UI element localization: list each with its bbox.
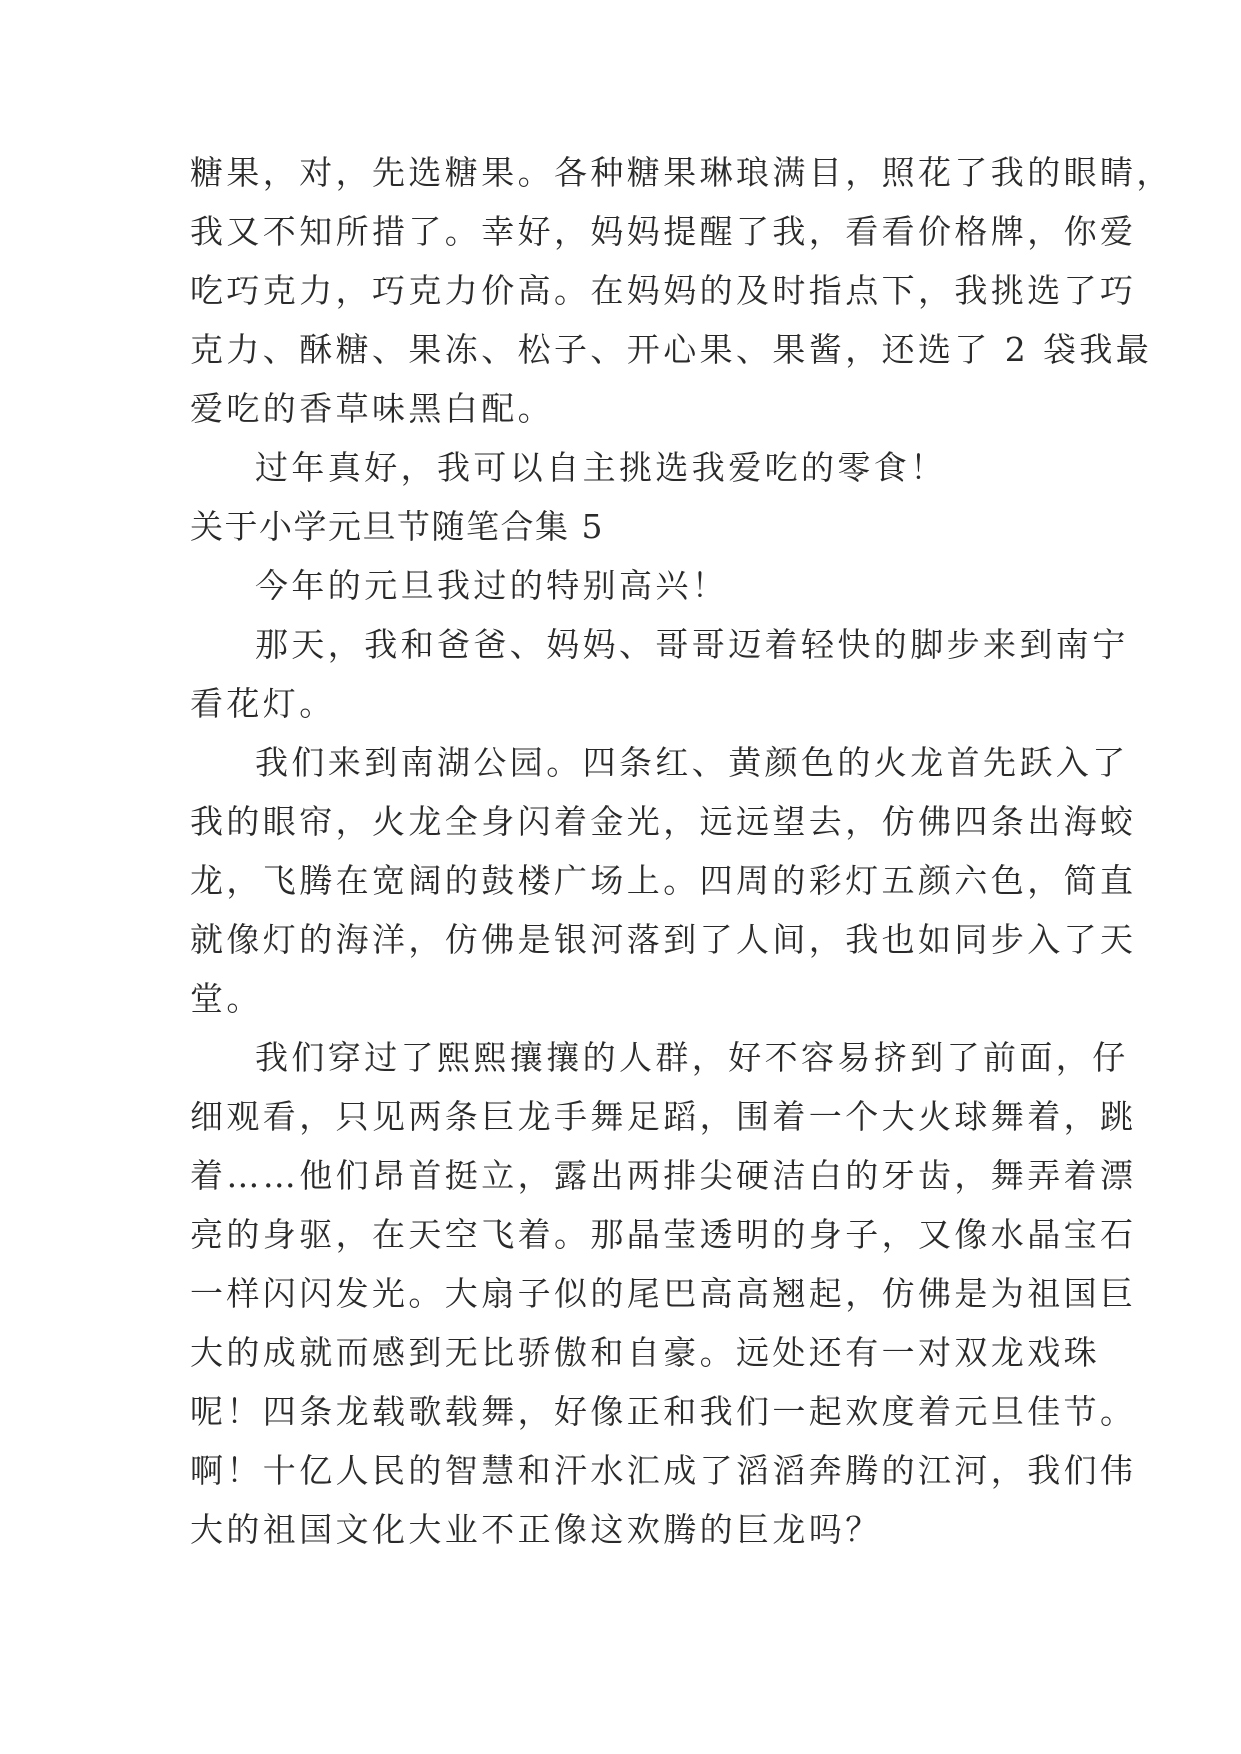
- text-line: 那天，我和爸爸、妈妈、哥哥迈着轻快的脚步来到南宁: [255, 625, 1129, 664]
- text-line: 爱吃的香草味黑白配。: [190, 389, 554, 428]
- text-line: 我又不知所措了。幸好，妈妈提醒了我，看看价格牌，你爱: [190, 212, 1137, 251]
- text-line: 大的成就而感到无比骄傲和自豪。远处还有一对双龙戏珠: [190, 1333, 1100, 1372]
- text-line: 大的祖国文化大业不正像这欢腾的巨龙吗？: [190, 1510, 882, 1549]
- text-line: 堂。: [190, 979, 263, 1018]
- text-line: 今年的元旦我过的特别高兴！: [255, 566, 729, 605]
- section-heading: 关于小学元旦节随笔合集 5: [190, 507, 604, 546]
- text-line: 着……他们昂首挺立，露出两排尖硬洁白的牙齿，舞弄着漂: [190, 1156, 1137, 1195]
- text-line: 吃巧克力，巧克力价高。在妈妈的及时指点下，我挑选了巧: [190, 271, 1137, 310]
- text-line: 糖果，对，先选糖果。各种糖果琳琅满目，照花了我的眼睛，: [190, 153, 1173, 192]
- text-line: 过年真好，我可以自主挑选我爱吃的零食！: [255, 448, 947, 487]
- text-line: 我们穿过了熙熙攘攘的人群，好不容易挤到了前面，仔: [255, 1038, 1129, 1077]
- text-line: 呢！四条龙载歌载舞，好像正和我们一起欢度着元旦佳节。: [190, 1392, 1137, 1431]
- text-line: 看花灯。: [190, 684, 336, 723]
- text-line: 细观看，只见两条巨龙手舞足蹈，围着一个大火球舞着，跳: [190, 1097, 1137, 1136]
- text-line: 啊！十亿人民的智慧和汗水汇成了滔滔奔腾的江河，我们伟: [190, 1451, 1137, 1490]
- text-line: 就像灯的海洋，仿佛是银河落到了人间，我也如同步入了天: [190, 920, 1137, 959]
- text-line: 我们来到南湖公园。四条红、黄颜色的火龙首先跃入了: [255, 743, 1129, 782]
- text-line: 一样闪闪发光。大扇子似的尾巴高高翘起，仿佛是为祖国巨: [190, 1274, 1137, 1313]
- text-line: 我的眼帘，火龙全身闪着金光，远远望去，仿佛四条出海蛟: [190, 802, 1137, 841]
- text-line: 亮的身驱，在天空飞着。那晶莹透明的身子，又像水晶宝石: [190, 1215, 1137, 1254]
- text-line: 龙，飞腾在宽阔的鼓楼广场上。四周的彩灯五颜六色，简直: [190, 861, 1137, 900]
- text-line: 克力、酥糖、果冻、松子、开心果、果酱，还选了 2 袋我最: [190, 330, 1153, 369]
